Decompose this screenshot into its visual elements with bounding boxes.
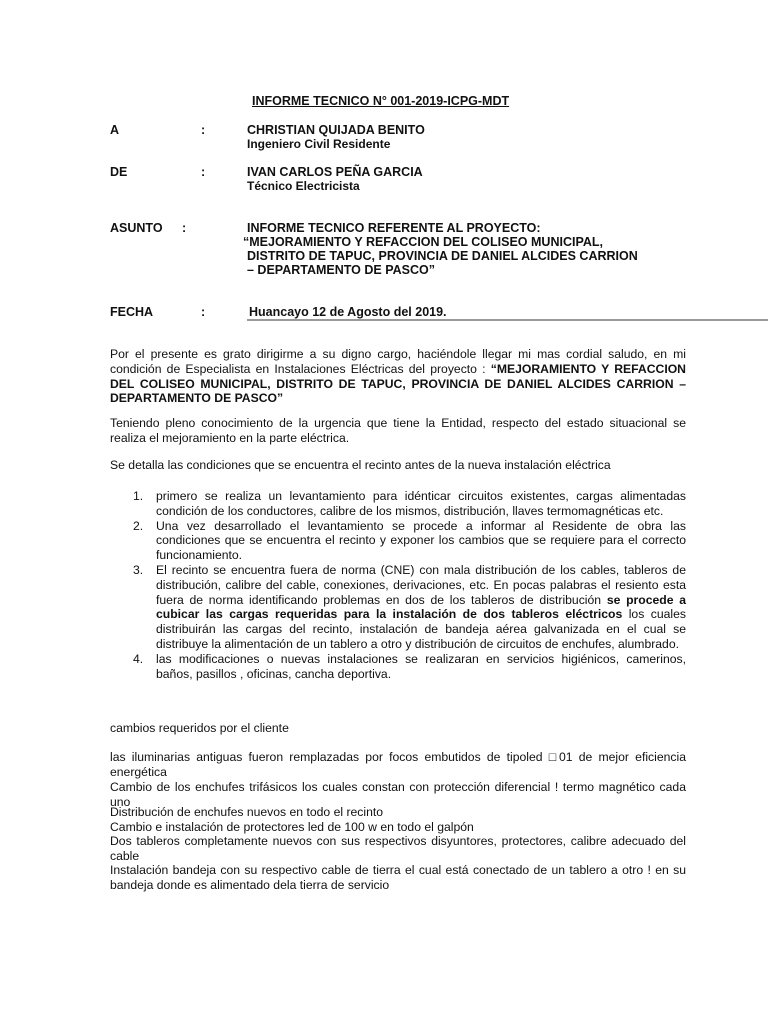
change-item: Dos tableros completamente nuevos con sus respectivos disyuntores, protectores, calibre adecuado del cable <box>110 834 686 863</box>
subject-line-1: INFORME TECNICO REFERENTE AL PROYECTO: <box>247 221 541 235</box>
conditions-list <box>110 489 686 681</box>
to-role: Ingeniero Civil Residente <box>247 137 391 151</box>
from-name: IVAN CARLOS PEÑA GARCIA <box>247 165 423 179</box>
from-role: Técnico Electricista <box>247 179 360 193</box>
list-item-text: primero se realiza un levantamiento para idénticar circuitos existentes, cargas alimentadas condición de los conductores, calibre de los mismos, distribución, llaves termomagnéticas etc. <box>156 489 686 518</box>
subject-line-3: DISTRITO DE TAPUC, PROVINCIA DE DANIEL ALCIDES CARRION <box>247 249 638 263</box>
to-label: A <box>110 123 120 137</box>
subject-line-2: “MEJORAMIENTO Y REFACCION DEL COLISEO MUNICIPAL, <box>243 235 603 249</box>
list-item-number: 3. <box>133 562 144 577</box>
change-item: Cambio de los enchufes trifásicos los cuales constan con protección diferencial ! termo magnético cada uno <box>110 780 686 809</box>
list-item-number: 1. <box>133 489 144 503</box>
date-colon: : <box>201 305 206 319</box>
list-item <box>110 519 686 563</box>
list-item <box>110 489 686 519</box>
from-label: DE <box>110 165 128 179</box>
paragraph-context: Teniendo pleno conocimiento de la urgencia que tiene la Entidad, respecto del estado situacional se realiza el mejoramiento en la parte eléctrica. <box>110 416 686 445</box>
intro-paragraph <box>110 347 686 406</box>
subject-colon: : <box>182 221 187 235</box>
change-item: Distribución de enchufes nuevos en todo el recinto <box>110 805 384 819</box>
list-item <box>110 652 686 682</box>
list-item-bold-text: se procede a cubicar las cargas requeridas para la instalación de dos tableros eléctricos <box>156 592 687 622</box>
subject-line-4: – DEPARTAMENTO DE PASCO” <box>247 263 435 277</box>
list-item <box>110 563 686 652</box>
change-item: Instalación bandeja con su respectivo cable de tierra el cual está conectado de un tablero a otro ! en su bandeja donde es alimentado dela tierra de servicio <box>110 863 686 892</box>
change-item: las iluminarias antiguas fueron remplazadas por focos embutidos de tipoled □01 de mejor eficiencia energética <box>110 750 686 779</box>
paragraph-conditions-intro: Se detalla las condiciones que se encuentra el recinto antes de la nueva instalación eléctrica <box>110 458 611 472</box>
intro-project-name: “MEJORAMIENTO Y REFACCION DEL COLISEO MUNICIPAL, DISTRITO DE TAPUC, PROVINCIA DE DANIEL ALCIDES CARRION – DEPARTAMENTO DE PASCO” <box>110 361 686 406</box>
to-name: CHRISTIAN QUIJADA BENITO <box>247 123 425 137</box>
date-value: Huancayo 12 de Agosto del 2019. <box>249 305 447 319</box>
date-underline-rule <box>247 319 768 321</box>
list-item-text: las modificaciones o nuevas instalaciones se realizaran en servicios higiénicos, camerinos, baños, pasillos , oficinas, cancha deportiva. <box>156 651 686 681</box>
date-label: FECHA <box>110 305 154 319</box>
list-item-text: El recinto se encuentra fuera de norma (CNE) con mala distribución de los cables, tableros de distribución, calibre del cable, conexiones, derivaciones, etc. En pocas palabras el resiento esta fuera de norma identificando problemas en dos de los tableros de distribución <box>156 562 686 607</box>
subject-label: ASUNTO <box>110 221 163 235</box>
list-item-number: 2. <box>133 518 144 533</box>
change-item: Cambio e instalación de protectores led de 100 w en todo el galpón <box>110 820 474 834</box>
from-colon: : <box>201 165 206 179</box>
document-title: INFORME TECNICO N° 001-2019-ICPG-MDT <box>252 94 510 108</box>
list-item-tail-text: los cuales distribuirán las cargas del recinto, instalación de bandeja aérea galvanizada en el cual se distribuye la alimentación de un tablero a otro y distribución de circuitos de enchufes, alumbrado. <box>156 607 686 651</box>
to-colon: : <box>201 123 206 137</box>
intro-text: Por el presente es grato dirigirme a su digno cargo, haciéndole llegar mi mas cordial saludo, en mi condición de Especialista en Instalaciones Eléctricas del proyecto : <box>110 347 686 376</box>
list-item-text: Una vez desarrollado el levantamiento se procede a informar al Residente de obra las condiciones que se encuentra el recinto y exponer los cambios que se requiere para el correcto funcionamiento. <box>156 518 686 563</box>
changes-heading: cambios requeridos por el cliente <box>110 721 289 735</box>
list-item-number: 4. <box>133 651 144 666</box>
